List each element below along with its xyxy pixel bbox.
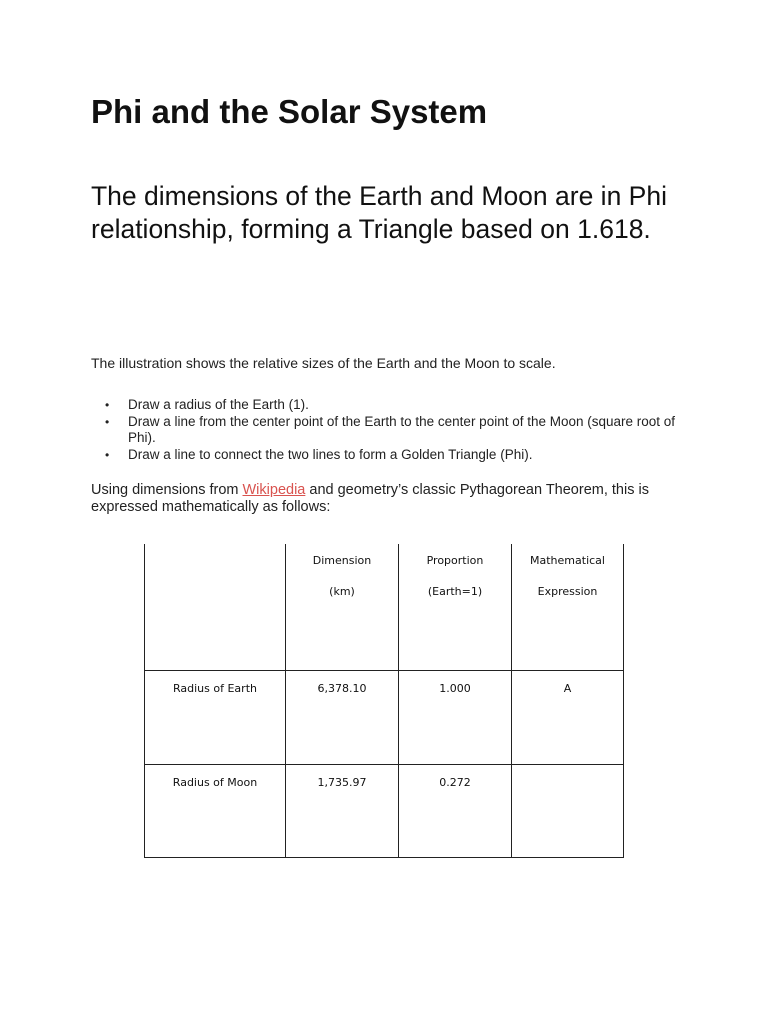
method-paragraph (91, 482, 691, 516)
bullet-icon: • (105, 414, 110, 429)
table-row (145, 671, 624, 765)
list-item-text: Draw a radius of the Earth (1). (128, 397, 309, 412)
bullet-icon: • (105, 398, 110, 412)
table-row (145, 765, 624, 858)
table-cell: 0.272 (399, 765, 512, 858)
intro-paragraph: The illustration shows the relative sizes of the Earth and the Moon to scale. (91, 355, 556, 371)
list-item (91, 447, 691, 464)
subtitle-heading: The dimensions of the Earth and Moon are in Phi relationship, forming a Triangle based on 1.618. (91, 181, 667, 244)
table-cell: Radius of Moon (145, 765, 286, 858)
bullet-icon: • (105, 447, 110, 462)
header-cell-proportion (399, 544, 512, 671)
table-cell (512, 765, 624, 858)
list-item (91, 397, 691, 414)
table-cell: 6,378.10 (286, 671, 399, 765)
header-line: Proportion (426, 554, 484, 567)
dimensions-table (144, 544, 624, 858)
list-item-text: Draw a line from the center point of the Earth to the center point of the Moon (square root of Phi). (128, 413, 676, 445)
header-cell (145, 544, 286, 671)
steps-list (91, 397, 691, 463)
header-cell-expression (512, 544, 624, 671)
table-cell: 1,735.97 (286, 765, 399, 858)
header-cell-dimension (286, 544, 399, 671)
header-line: Expression (537, 585, 598, 598)
header-line: Dimension (312, 554, 372, 567)
header-line: Mathematical (530, 554, 605, 567)
table-cell: 1.000 (399, 671, 512, 765)
method-text-after: and geometry’s classic Pythagorean Theorem, this is expressed mathematically as follows: (91, 482, 649, 515)
table-cell: Radius of Earth (145, 671, 286, 765)
page-title: Phi and the Solar System (91, 93, 488, 130)
header-line: (Earth=1) (427, 585, 483, 598)
table-cell: A (512, 671, 624, 765)
list-item-text: Draw a line to connect the two lines to form a Golden Triangle (Phi). (128, 446, 533, 462)
table-header-row (145, 544, 624, 671)
method-text-before: Using dimensions from (91, 482, 243, 498)
list-item (91, 414, 691, 447)
wikipedia-link[interactable]: Wikipedia (242, 482, 306, 498)
header-line: (km) (329, 585, 355, 598)
